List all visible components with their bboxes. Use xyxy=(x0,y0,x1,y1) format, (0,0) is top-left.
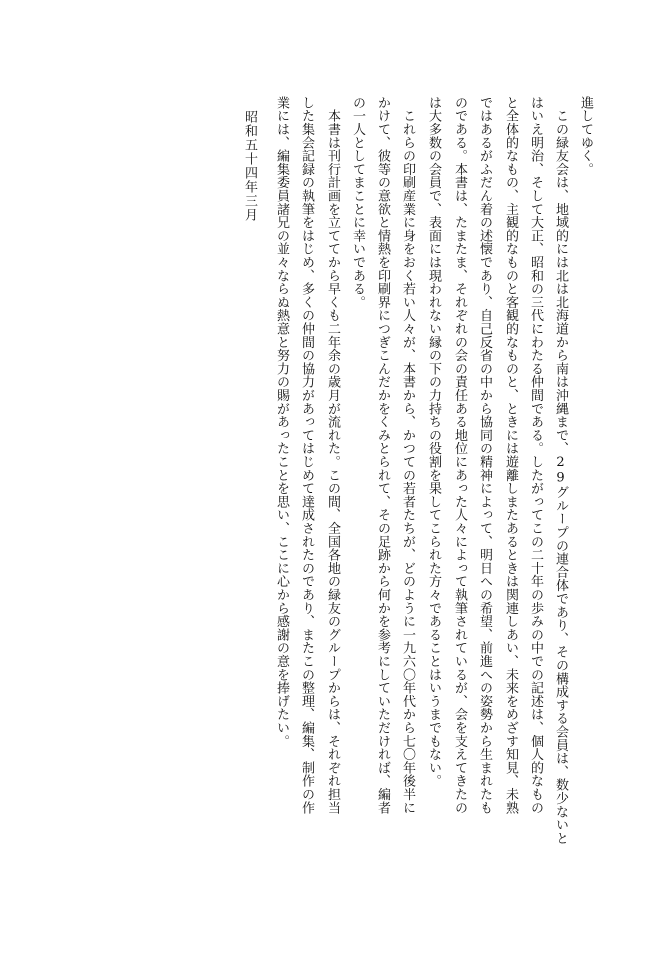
text-column: ではあるがふだん着の述懐であり、自己反省の中から協同の精神によって、明日への希望、前進への姿勢から生まれたも xyxy=(477,96,492,815)
text-column: これらの印刷産業に身をおく若い人々が、本書から、かつての若者たちが、どのように一九六〇年代から七〇年後半に xyxy=(400,96,415,815)
text-column: は大多数の会員で、表面には現われない縁の下の力持ちの役割を果してこられた方々であることはいうまでもない。 xyxy=(426,96,441,788)
text-column: 業には、編集委員諸兄の並々ならぬ熱意と努力の賜があったことを思い、ここに心から感謝の意を捧げたい。 xyxy=(274,96,289,748)
text-column: 進してゆく。 xyxy=(578,96,593,176)
text-column: した集会記録の執筆をはじめ、多くの仲間の協力があってはじめて達成されたのであり、またこの整理、編集、制作の作 xyxy=(299,96,314,815)
text-column: のである。本書は、たまたま、それぞれの会の責任ある地位にあった人々によって執筆されているが、会を支えてきたの xyxy=(452,96,467,815)
text-column: はいえ明治、そして大正、昭和の三代にわたる仲間である。したがってこの二十年の歩みの中での記述は、個人的なもの xyxy=(528,96,543,815)
text-column: の一人としてまことに幸いである。 xyxy=(350,96,365,309)
text-column: 本書は刊行計画を立ててから早くも二年余の歳月が流れた。この間、全国各地の緑友のグループからは、それぞれ担当 xyxy=(325,96,340,815)
text-column: この緑友会は、地域的には北は北海道から南は沖縄まで、29グループの連合体であり、その構成する会員は、数少ないと xyxy=(553,96,568,845)
text-column: と全体的なもの、主観的なものと客観的なものと、ときには遊離しまたあるときは関連しあい、未来をめざす知見、未熟 xyxy=(503,96,518,815)
text-column: かけて、彼等の意欲と情熱を印刷界につぎこんだかをくみとられて、その足跡から何かを参考にしていただければ、編者 xyxy=(375,96,390,815)
date-signature: 昭和五十四年三月 xyxy=(242,110,257,222)
